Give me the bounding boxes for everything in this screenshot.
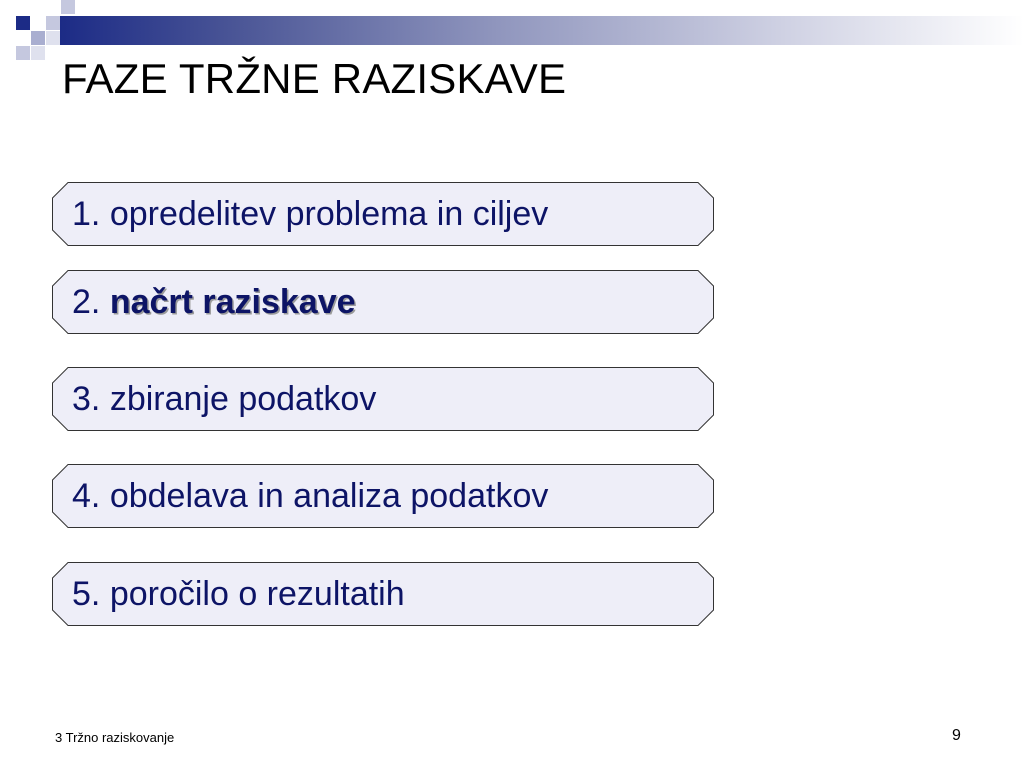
- step-text-emphasized: načrt raziskave: [109, 283, 356, 321]
- step-text: obdelava in analiza podatkov: [109, 477, 549, 515]
- step-label: [72, 270, 356, 334]
- step-box-2: [52, 270, 714, 334]
- decorative-square-dark: [16, 16, 30, 30]
- step-box-3: [52, 367, 714, 431]
- step-label: [72, 562, 405, 626]
- step-text: poročilo o rezultatih: [109, 575, 405, 613]
- decorative-square-light: [61, 0, 75, 14]
- step-number: 1.: [72, 195, 101, 233]
- slide-title: FAZE TRŽNE RAZISKAVE: [62, 55, 567, 102]
- step-label: [72, 464, 548, 528]
- step-number: 4.: [72, 477, 101, 515]
- decorative-square-light: [46, 31, 60, 45]
- step-box-4: [52, 464, 714, 528]
- step-box-5: [52, 562, 714, 626]
- page-number: 9: [952, 727, 961, 744]
- decorative-square-light: [31, 46, 45, 60]
- step-label: [72, 182, 548, 246]
- decorative-square-light: [16, 46, 30, 60]
- step-label: [72, 367, 376, 431]
- step-text: opredelitev problema in ciljev: [109, 195, 549, 233]
- footer-text: 3 Tržno raziskovanje: [55, 730, 175, 745]
- step-number: 2.: [72, 283, 101, 321]
- step-text: zbiranje podatkov: [109, 380, 377, 418]
- step-box-1: [52, 182, 714, 246]
- decorative-square-light: [46, 16, 60, 30]
- header-gradient-bar: [60, 16, 1024, 45]
- step-number: 5.: [72, 575, 101, 613]
- step-number: 3.: [72, 380, 101, 418]
- decorative-square-light: [31, 31, 45, 45]
